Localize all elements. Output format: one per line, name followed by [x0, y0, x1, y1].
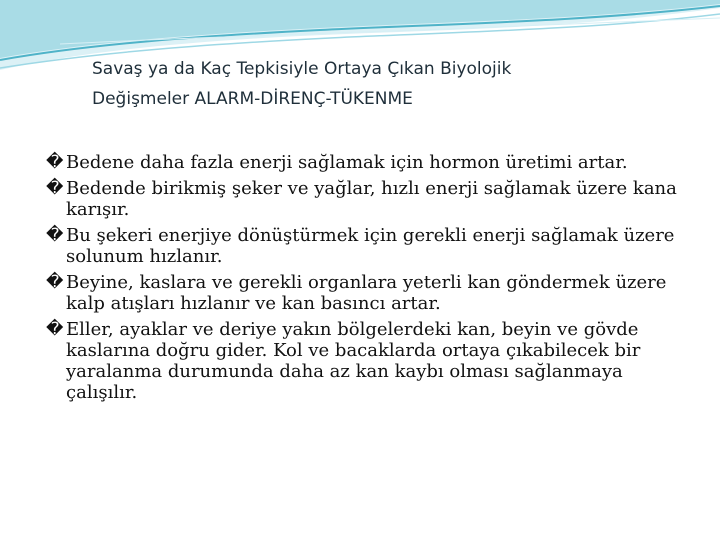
- slide-title-line-1: Savaş ya da Kaç Tepkisiyle Ortaya Çıkan Biyolojik: [92, 59, 512, 79]
- slide-title-line-2: Değişmeler ALARM-DİRENÇ-TÜKENME: [92, 89, 413, 109]
- bullet-text: Eller, ayaklar ve deriye yakın bölgelerdeki kan, beyin ve gövde kaslarına doğru gider. Kol ve bacaklarda ortaya çıkabilecek bir yaralanma durumunda daha az kan kaybı olması sağlanmaya çalışılır.: [66, 319, 641, 403]
- bullet-marker-icon: �: [46, 272, 64, 292]
- bullet-marker-icon: �: [46, 225, 64, 245]
- bullet-item: [46, 272, 686, 314]
- bullet-list: [46, 152, 686, 408]
- bullet-item: [46, 225, 686, 267]
- bullet-text: Beyine, kaslara ve gerekli organlara yeterli kan göndermek üzere kalp atışları hızlanır ve kan basıncı artar.: [66, 272, 667, 314]
- slide-title: [92, 54, 652, 114]
- bullet-marker-icon: �: [46, 319, 64, 339]
- bullet-item: [46, 178, 686, 220]
- bullet-item: [46, 152, 686, 173]
- bullet-text: Bedende birikmiş şeker ve yağlar, hızlı enerji sağlamak üzere kana karışır.: [66, 178, 677, 220]
- bullet-marker-icon: �: [46, 178, 64, 198]
- bullet-marker-icon: �: [46, 152, 64, 172]
- bullet-text: Bedene daha fazla enerji sağlamak için hormon üretimi artar.: [66, 152, 628, 173]
- bullet-item: [46, 319, 686, 403]
- bullet-text: Bu şekeri enerjiye dönüştürmek için gerekli enerji sağlamak üzere solunum hızlanır.: [66, 225, 675, 267]
